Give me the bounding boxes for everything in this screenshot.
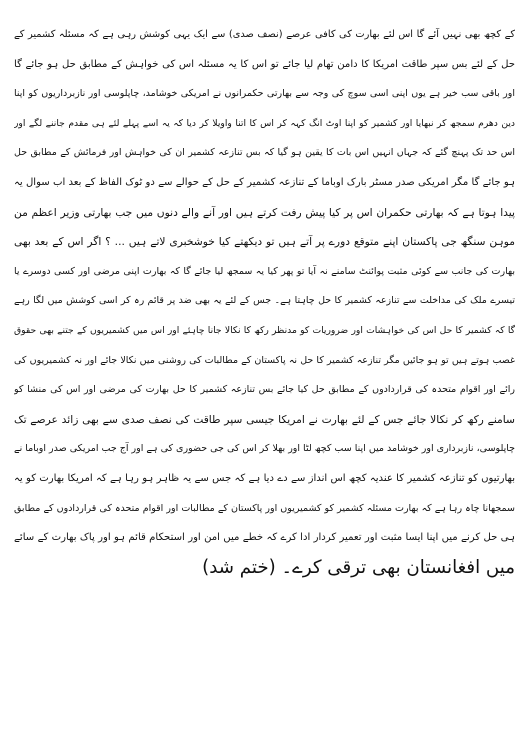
article-line: گا کہ کشمیر کا حل اس کی خواہشات اور ضروریات کو مدنظر رکھ کا نکالا جانا چاہئے اور اس میں کشمیریوں کے جتنے بھی حقوق (14, 324, 515, 336)
article-line: ہو جائے گا مگر امریکی صدر مسٹر بارک اوباما کے تنازعہ کشمیر کے حل کے حوالے سے دو ٹوک الفاظ کے بعد اب سوال یہ (14, 176, 515, 188)
article-line: حل کے لئے بس سپر طاقت امریکا کا دامن تھام لیا جائے تو اس کا یہ مسئلہ اس کی خواہش کے مطابق حل ہو جائے گا (14, 58, 515, 70)
article-line: رائے اور اقوام متحدہ کی قراردادوں کے مطابق حل کیا جائے بس تنازعہ کشمیر کا حل بھارت کی مرضی اور اس کی منشا کو (14, 384, 515, 396)
article-line: سامنے رکھ کر نکالا جائے جس کے لئے بھارت نے امریکا جیسی سپر طاقت کی نصف صدی سے بھی زائد عرصے تک (14, 412, 515, 426)
article-line: اس حد تک پہنچ گئے کہ جہاں انہیں اس بات کا یقین ہو گیا کہ بس تنازعہ کشمیر ان کی خواہش اور فرمائش کے مطابق حل (14, 147, 515, 159)
article-line: غصب ہوتے ہیں تو ہو جائیں مگر تنازعہ کشمیر کا حل نہ پاکستان کے مطالبات کی روشنی میں نکالا جائے اور نہ کشمیریوں کی (14, 354, 515, 366)
article-line: پیدا ہوتا ہے کہ بھارتی حکمران اس پر کیا پیش رفت کرتے ہیں اور آنے والے دنوں میں جب بھارتی وزیر اعظم من (14, 205, 515, 219)
article-line: موہن سنگھ جی پاکستان اپنے متوقع دورے پر آتے ہیں تو دیکھتے کیا خوشخبری لاتے ہیں ... ؟ اگر اس کے بعد بھی (14, 235, 515, 249)
article-body (14, 20, 515, 582)
article-line: چاپلوسی، نازبرداری اور خوشامد میں اپنا سب کچھ لٹا اور بھلا کر اس کی جی حضوری کی ہے اور آج جب امریکی صدر اوباما نے (14, 443, 515, 455)
article-line: تیسرے ملک کی مداخلت سے تنازعہ کشمیر کا حل چاہتا ہے۔ جس کے لئے یہ بھی ضد پر قائم رہ کر اسی کوشش میں لگا رہے (14, 295, 515, 307)
article-line: دین دھرم سمجھ کر نبھایا اور کشمیر کو اپنا اوٹ انگ کہہ کر اس کا اتنا واویلا کر دیا کہ یہ اسے پہلے لئے ہی مقدم جاننے لگے اور (14, 117, 515, 129)
article-line: اور باقی سب خیر ہے یوں اپنی اسی سوچ کی وجہ سے بھارتی حکمرانوں نے امریکی خوشامد، چاپلوسی اور نازبرداریوں کو اپنا (14, 88, 515, 100)
article-line: کے کچھ بھی نہیں آئے گا اس لئے بھارت کی کافی عرصے (نصف صدی) سے ایک یہی کوشش رہی ہے کہ مسئلہ کشمیر کے (14, 29, 515, 40)
article-line: ہی حل کرنے میں اپنا ایسا مثبت اور تعمیر کردار ادا کرے کہ خطے میں امن اور استحکام قائم ہو اور پاک بھارت کے سائے (14, 532, 515, 544)
article-line: بھارت کی جانب سے کوئی مثبت پوائنٹ سامنے نہ آیا تو پھر کیا یہ سمجھ لیا جائے گا کہ بھارت اپنی مرضی اور کسی دوسرے یا (14, 265, 515, 277)
article-line: سمجھانا چاہ رہا ہے کہ بھارت مسئلہ کشمیر کو کشمیریوں اور پاکستان کے مطالبات اور اقوام متحدہ کی قراردادوں کے مطابق (14, 502, 515, 514)
article-line: بھارتیوں کو تنازعہ کشمیر کا عندیہ کچھ اس انداز سے دے دیا ہے کہ جس سے یہ ظاہر ہو رہا ہے کہ امریکا بھارت کو یہ (14, 472, 515, 484)
article-closing-line: میں افغانستان بھی ترقی کرے۔ (ختم شد) (202, 556, 515, 578)
